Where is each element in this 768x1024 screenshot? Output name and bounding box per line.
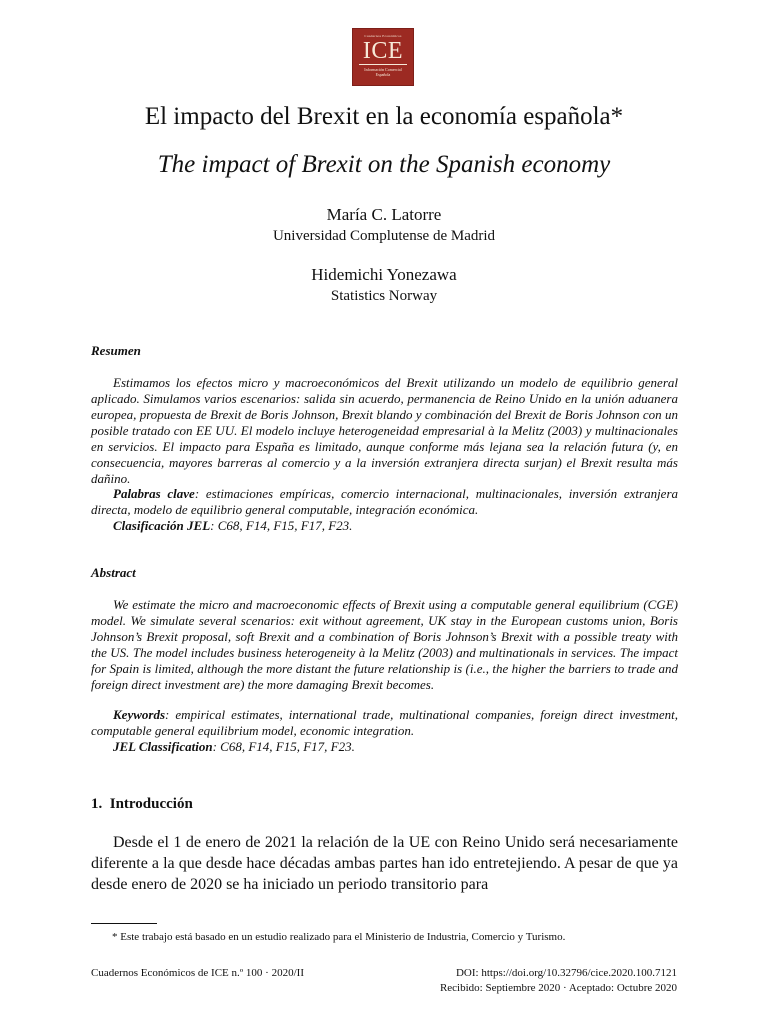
abstract-paragraph: We estimate the micro and macroeconomic effects of Brexit using a computable general equilibrium (CGE) model. We simulate several scenarios: exit without agreement, UK stay in the European customs union, Boris Johnson’s Brexit proposal, soft Brexit and a combination of Boris Johnson’s Brexit with a possible treaty with the US. The model includes business heterogeneity à la Melitz (2003) and multinationals in services. The impact for Spain is limited, although the more distant the future relationship is (i.e., the higher the barriers to trade and foreign direct investment are) the more damaging Brexit becomes. <box>91 597 678 692</box>
resumen-keywords-text: : estimaciones empíricas, comercio internacional, multinacionales, inversión extranjera directa, modelo de equilibrio general computable, integración económica. <box>91 486 679 517</box>
section-heading <box>91 795 193 813</box>
footnote-rule <box>91 923 157 924</box>
resumen-text <box>91 375 678 487</box>
abstract-keywords <box>91 707 678 755</box>
author-affiliation-1: Universidad Complutense de Madrid <box>272 228 496 244</box>
author-affiliation-2: Statistics Norway <box>330 288 438 304</box>
paper-title: El impacto del Brexit en la economía española* <box>144 103 624 130</box>
logo-mark: ICE <box>362 38 404 64</box>
journal-logo <box>352 28 414 86</box>
logo-sub-line1: Información Comercial <box>364 67 402 72</box>
abstract-text <box>91 597 678 693</box>
abstract-jel-label: JEL Classification <box>113 739 213 754</box>
resumen-paragraph: Estimamos los efectos micro y macroeconómicos del Brexit utilizando un modelo de equilibrio general aplicado. Simulamos varios escenarios: salida sin acuerdo, permanencia de Reino Unido en la unión aduanera europea, propuesta de Brexit de Boris Johnson, Brexit blando y combinación del Brexit de Boris Johnson con un posible tratado con EE UU. El modelo incluye heterogeneidad empresarial à la Melitz (2003) y multinacionales en servicios. El impacto para España es limitado, aunque conforme más lejana sea la relación futura (y, en consecuencia, mayores barreras al comercio y a la inversión extranjera directa surjan) el Brexit resulta más dañino. <box>91 375 678 486</box>
logo-sub-line2: Española <box>375 72 391 77</box>
author-name-2: Hidemichi Yonezawa <box>311 265 457 284</box>
section-title: Introducción <box>109 796 193 812</box>
section-number: 1. <box>91 796 103 812</box>
resumen-jel-label: Clasificación JEL <box>113 518 211 533</box>
abstract-keywords-label: Keywords <box>113 707 165 722</box>
author-name-1: María C. Latorre <box>326 205 442 224</box>
footer-right <box>440 966 677 996</box>
paper-subtitle: The impact of Brexit on the Spanish economy <box>157 151 611 178</box>
resumen-jel-text: : C68, F14, F15, F17, F23. <box>210 518 353 533</box>
logo-top-text: Cuadernos Económicos <box>364 34 402 38</box>
footer-doi: DOI: https://doi.org/10.32796/cice.2020.100.7121 <box>455 967 677 979</box>
footer-journal: Cuadernos Económicos de ICE n.º 100 · 2020/II <box>91 967 304 979</box>
abstract-heading: Abstract <box>91 565 136 580</box>
abstract-keywords-text: : empirical estimates, international trade, multinational companies, foreign direct investment, computable general equilibrium model, economic integration. <box>91 707 678 738</box>
resumen-heading: Resumen <box>91 343 141 358</box>
logo-divider <box>359 64 407 65</box>
abstract-jel-text: : C68, F14, F15, F17, F23. <box>212 739 355 754</box>
footer-dates: Recibido: Septiembre 2020 · Aceptado: Octubre 2020 <box>439 982 677 994</box>
section-body <box>91 832 678 895</box>
section-paragraph: Desde el 1 de enero de 2021 la relación de la UE con Reino Unido será necesariamente diferente a la que desde hace décadas ambas partes han ido entretejiendo. A pesar de que ya desde enero de 2020 se ha iniciado un periodo transitorio para <box>91 834 678 893</box>
resumen-keywords-label: Palabras clave <box>113 486 195 501</box>
footnote: * Este trabajo está basado en un estudio realizado para el Ministerio de Industria, Comercio y Turismo. <box>112 931 566 943</box>
resumen-keywords <box>91 486 678 534</box>
